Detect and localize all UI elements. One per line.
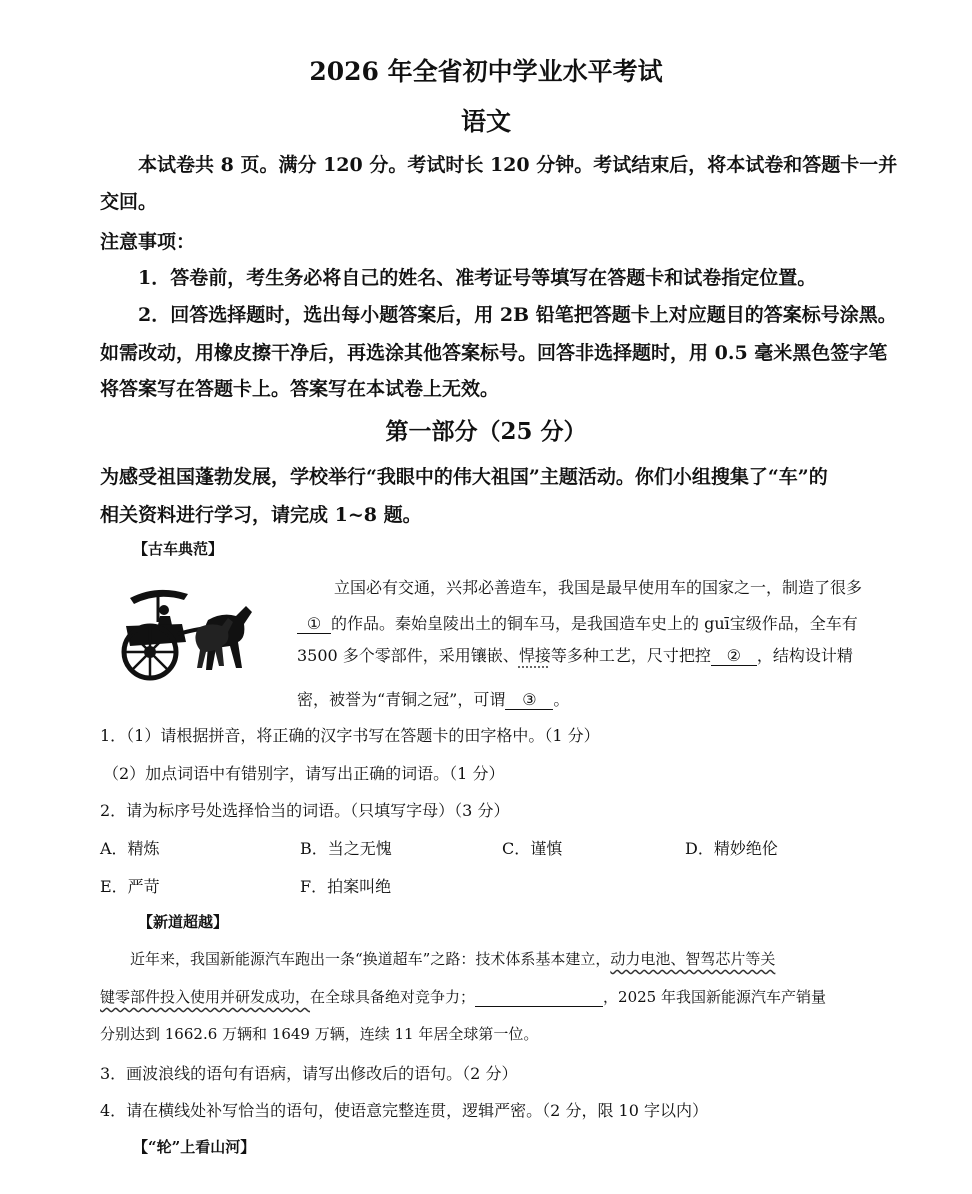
option-e: E．严苛 [100, 877, 160, 896]
blank-1: ① [297, 614, 331, 634]
notice-heading: 注意事项： [100, 231, 196, 253]
section1-para-line-2 [297, 611, 858, 634]
section1-para-line-2-text: 的作品。秦始皇陵出土的铜车马，是我国造车史上的 guī宝级作品，全车有 [331, 614, 858, 633]
intro-line-1: 本试卷共 8 页。满分 120 分。考试时长 120 分钟。考试结束后，将本试卷和答题卡一并 [138, 154, 898, 176]
chariot-illustration [112, 576, 262, 692]
intro-line-2: 交回。 [100, 191, 158, 213]
question-3: 3．画波浪线的语句有语病，请写出修改后的语句。（2 分） [100, 1064, 518, 1083]
blank-3: ③ [505, 690, 553, 710]
part1-intro-line-1: 为感受祖国蓬勃发展，学校举行“我眼中的伟大祖国”主题活动。你们小组搜集了“车”的 [100, 466, 828, 488]
option-c: C．谨慎 [502, 839, 563, 858]
section1-para-line-3-c: ，结构设计精 [756, 646, 853, 665]
dotted-word: 悍接 [518, 646, 551, 665]
wavy-sentence-part-1: 动力电池、智驾芯片等关 [610, 950, 776, 968]
section1-para-line-1: 立国必有交通，兴邦必善造车，我国是最早使用车的国家之一，制造了很多 [334, 578, 863, 597]
blank-2: ② [711, 646, 757, 666]
fill-in-blank-line [475, 988, 603, 1007]
question-4: 4．请在横线处补写恰当的语句，使语意完整连贯，逻辑严密。（2 分，限 10 字以内） [100, 1101, 708, 1120]
wavy-sentence-part-2: 键零部件投入使用并研发成功， [100, 988, 311, 1006]
question-1-1: 1．（1）请根据拼音，将正确的汉字书写在答题卡的田字格中。（1 分） [100, 726, 600, 745]
section2-para-line-2 [100, 986, 826, 1007]
notice-item-1: 1．答卷前，考生务必将自己的姓名、准考证号等填写在答题卡和试卷指定位置。 [138, 267, 817, 289]
option-a: A．精炼 [100, 839, 160, 858]
section1-para-line-3-b: 等多种工艺，尺寸把控 [550, 646, 711, 665]
notice-item-2-line-2: 如需改动，用橡皮擦干净后，再选涂其他答案标号。回答非选择题时，用 0.5 毫米黑色签字笔 [100, 342, 888, 364]
section2-para-line-2-c: ，2025 年我国新能源汽车产销量 [603, 988, 826, 1006]
option-f: F．拍案叫绝 [300, 877, 392, 896]
option-d: D．精妙绝伦 [685, 839, 778, 858]
section3-tag: 【“轮”上看山河】 [133, 1138, 256, 1156]
section1-para-line-3-a: 3500 多个零部件，采用镶嵌、 [297, 646, 519, 665]
section2-para-line-2-b: 在全球具备绝对竞争力； [310, 988, 476, 1006]
notice-item-2-line-3: 将答案写在答题卡上。答案写在本试卷上无效。 [100, 378, 500, 400]
section1-para-line-4 [297, 687, 569, 710]
notice-item-2-line-1: 2．回答选择题时，选出每小题答案后，用 2B 铅笔把答题卡上对应题目的答案标号涂黑。 [138, 304, 897, 326]
section1-para-line-4-a: 密，被誉为“青铜之冠”，可谓 [297, 690, 506, 709]
subject-title: 语文 [460, 107, 511, 136]
part1-heading: 第一部分（25 分） [385, 418, 587, 445]
part1-intro-line-2: 相关资料进行学习，请完成 1~8 题。 [100, 504, 422, 526]
option-b: B．当之无愧 [300, 839, 392, 858]
section1-tag: 【古车典范】 [133, 540, 224, 558]
section2-tag: 【新道超越】 [138, 913, 229, 931]
question-2: 2．请为标序号处选择恰当的词语。（只填写字母）（3 分） [100, 801, 510, 820]
section1-para-line-3 [297, 643, 853, 666]
section1-para-line-4-b: 。 [553, 690, 570, 709]
section2-para-line-3: 分别达到 1662.6 万辆和 1649 万辆，连续 11 年居全球第一位。 [100, 1025, 539, 1043]
section2-para-line-1 [130, 948, 775, 969]
exam-title: 2026 年全省初中学业水平考试 [309, 57, 663, 86]
question-1-2: （2）加点词语中有错别字，请写出正确的词语。（1 分） [103, 764, 505, 783]
section2-para-line-1-a: 近年来，我国新能源汽车跑出一条“换道超车”之路：技术体系基本建立， [130, 950, 611, 968]
